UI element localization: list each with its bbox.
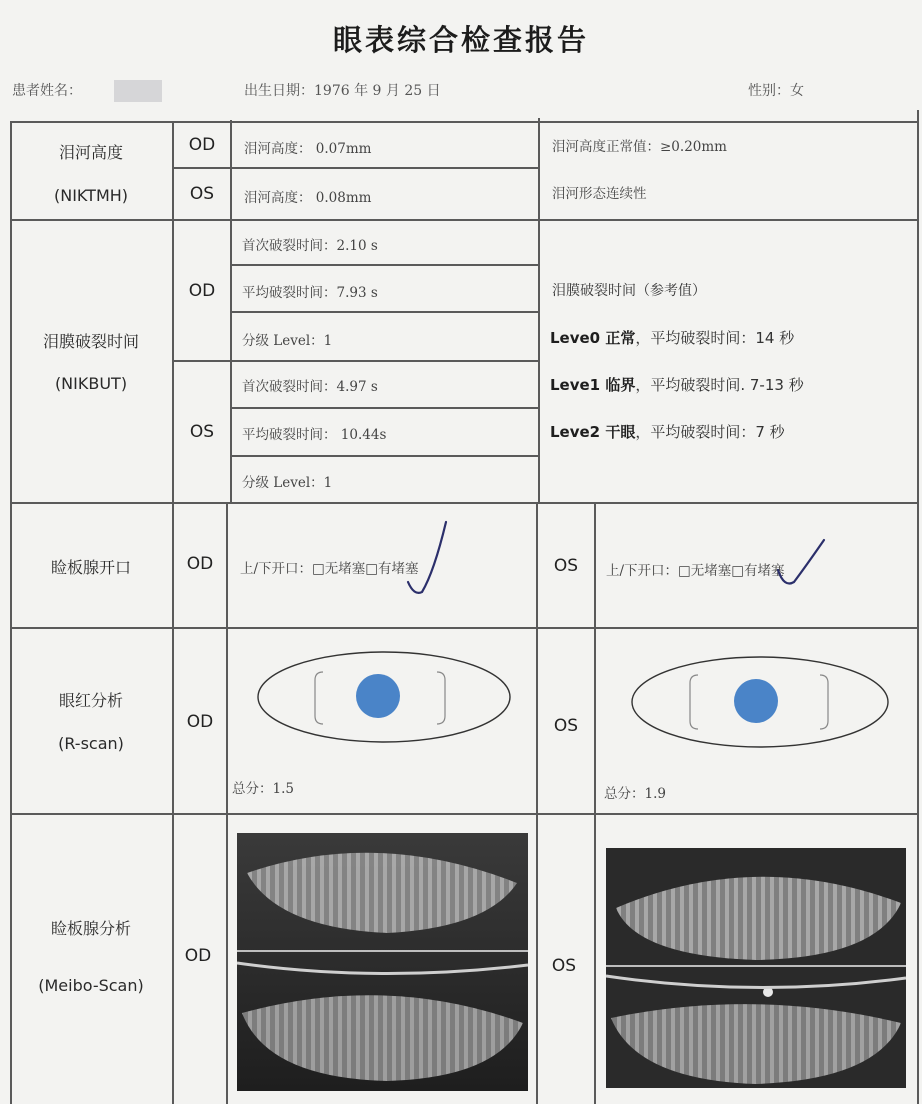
os-checkmark-icon xyxy=(770,530,830,600)
tear-breakup-os: OS xyxy=(189,422,215,442)
os-first-breakup: 首次破裂时间：4.97 s xyxy=(242,379,378,395)
od-redness-score: 总分：1.5 xyxy=(232,781,294,797)
meibomian-opening-label: 睑板腺开口 xyxy=(50,558,131,577)
os-eye-diagram xyxy=(630,655,892,751)
breakup-reference-title: 泪膜破裂时间（参考值） xyxy=(552,283,706,299)
meibo-scan-os: OS xyxy=(551,956,577,976)
tear-meniscus-label: 泪河高度 xyxy=(58,143,123,162)
reference-level-2: Leve2 干眼，平均破裂时间：7 秒 xyxy=(550,423,785,441)
od-checkmark-icon xyxy=(400,512,460,602)
tear-meniscus-od-value: 泪河高度： 0.07mm xyxy=(244,141,372,157)
meibomian-opening-od: OD xyxy=(186,554,214,574)
tear-meniscus-normal: 泪河高度正常值：≥0.20mm xyxy=(552,139,727,155)
tear-meniscus-os: OS xyxy=(189,184,215,204)
redness-os: OS xyxy=(553,716,579,736)
tear-meniscus-od: OD xyxy=(188,135,216,155)
patient-name-redacted xyxy=(114,80,162,102)
meibomian-opening-os: OS xyxy=(553,556,579,576)
tear-meniscus-continuity: 泪河形态连续性 xyxy=(552,186,647,202)
meibomian-opening-od-text: 上/下开口：□无堵塞□有堵塞 xyxy=(240,561,419,577)
os-meibography-image xyxy=(606,848,906,1088)
od-average-breakup: 平均破裂时间：7.93 s xyxy=(242,285,378,301)
redness-code: (R-scan) xyxy=(58,734,124,753)
os-level: 分级 Level：1 xyxy=(242,475,333,491)
meibo-scan-od: OD xyxy=(184,946,212,966)
reference-level-1: Leve1 临界，平均破裂时间. 7-13 秒 xyxy=(550,376,804,394)
patient-name-label: 患者姓名： xyxy=(12,83,82,99)
redness-od: OD xyxy=(186,712,214,732)
tear-meniscus-code: (NIKTMH) xyxy=(53,186,129,205)
date-of-birth: 出生日期：1976 年 9 月 25 日 xyxy=(244,83,441,99)
meibo-scan-label: 睑板腺分析 xyxy=(50,919,131,938)
report-title: 眼表综合检查报告 xyxy=(332,23,589,57)
meibomian-opening-os-text: 上/下开口：□无堵塞□有堵塞 xyxy=(606,563,785,579)
od-eye-diagram xyxy=(255,650,513,756)
tear-breakup-label: 泪膜破裂时间 xyxy=(42,332,139,351)
tear-breakup-code: (NIKBUT) xyxy=(54,374,128,393)
os-redness-score: 总分：1.9 xyxy=(604,786,666,802)
tear-breakup-od: OD xyxy=(188,281,216,301)
tear-meniscus-os-value: 泪河高度： 0.08mm xyxy=(244,190,372,206)
sex: 性别：女 xyxy=(748,83,804,99)
od-level: 分级 Level：1 xyxy=(242,333,333,349)
os-average-breakup: 平均破裂时间： 10.44s xyxy=(242,427,387,443)
od-meibography-image xyxy=(237,833,528,1091)
redness-label: 眼红分析 xyxy=(58,691,123,710)
reference-level-0: Leve0 正常，平均破裂时间：14 秒 xyxy=(550,329,795,347)
od-first-breakup: 首次破裂时间：2.10 s xyxy=(242,238,378,254)
meibo-scan-code: (Meibo-Scan) xyxy=(38,976,144,995)
